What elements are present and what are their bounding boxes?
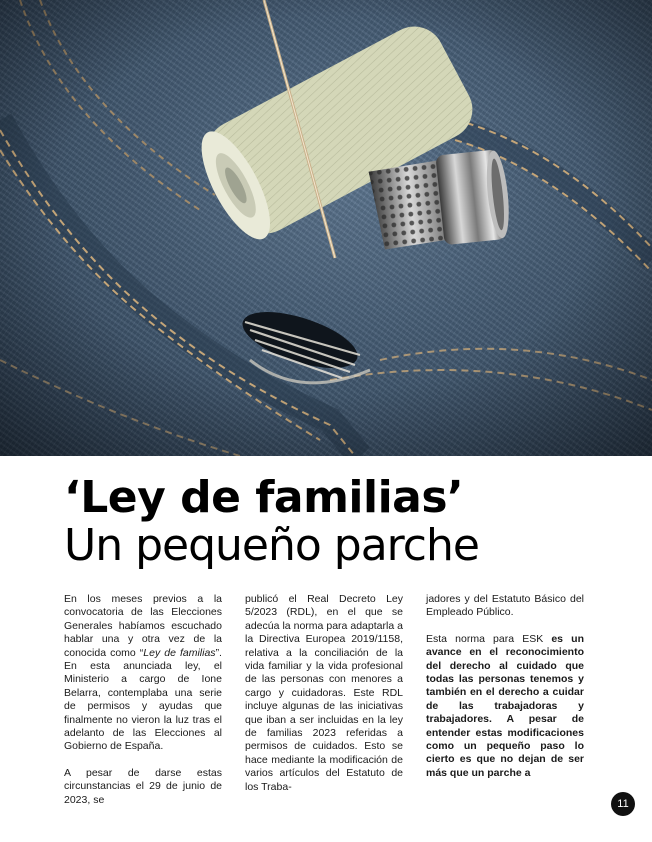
article-column-1 xyxy=(64,593,222,820)
paragraph: jadores y del Estatuto Básico del Empleado Público. xyxy=(426,593,584,619)
bold-statement: es un avance en el reconocimiento del derecho al cuidado que todas las personas tenemos y también en el derecho a cuidar de las trabajadoras y trabajadores. A pesar de entender estas modificaciones como un pequeño paso lo cierto es que no dejan de ser más que un parche a xyxy=(426,632,584,779)
paragraph: Esta norma para ESK es un avance en el reconocimiento del derecho al cuidado que todas las personas tenemos y también en el derecho a cuidar de las trabajadoras y trabajadores. A pesar de entender estas modificaciones como un pequeño paso lo cierto es que no dejan de ser más que un parche a xyxy=(426,632,584,779)
law-name-emphasis: Ley de familias xyxy=(143,646,216,659)
paragraph: En los meses previos a la convocatoria de las Elecciones Generales habíamos escuchado hablar una y otra vez de la conocida como “Ley de familias”. En esta anunciada ley, el Ministerio a cargo de Ione Belarra, contemplaba una serie de permisos y ayudas que finalmente no vieron la luz tras el adelanto de las Elecciones al Gobierno de España. xyxy=(64,593,222,753)
article-column-2 xyxy=(245,593,403,807)
article-column-3 xyxy=(426,593,584,793)
paragraph: publicó el Real Decreto Ley 5/2023 (RDL), en el que se adecúa la norma para adaptarla a la Directiva Europea 2019/1158, relativa a la conciliación de la vida familiar y la vida profesional de las personas con menores a cargo y cuidadoras. Este RDL incluye algunas de las iniciativas que iban a ser incluidas en la ley de familias 2023 referidas a permisos de cuidados. Esto se hace mediante la modificación de varios artículos del Estatuto de los Traba- xyxy=(245,593,403,793)
subheadline: Un pequeño parche xyxy=(64,520,479,571)
paragraph: A pesar de darse estas circunstancias el 29 de junio de 2023, se xyxy=(64,766,222,806)
page-number-badge: 11 xyxy=(611,792,635,816)
headline: ‘Ley de familias’ xyxy=(64,472,464,523)
